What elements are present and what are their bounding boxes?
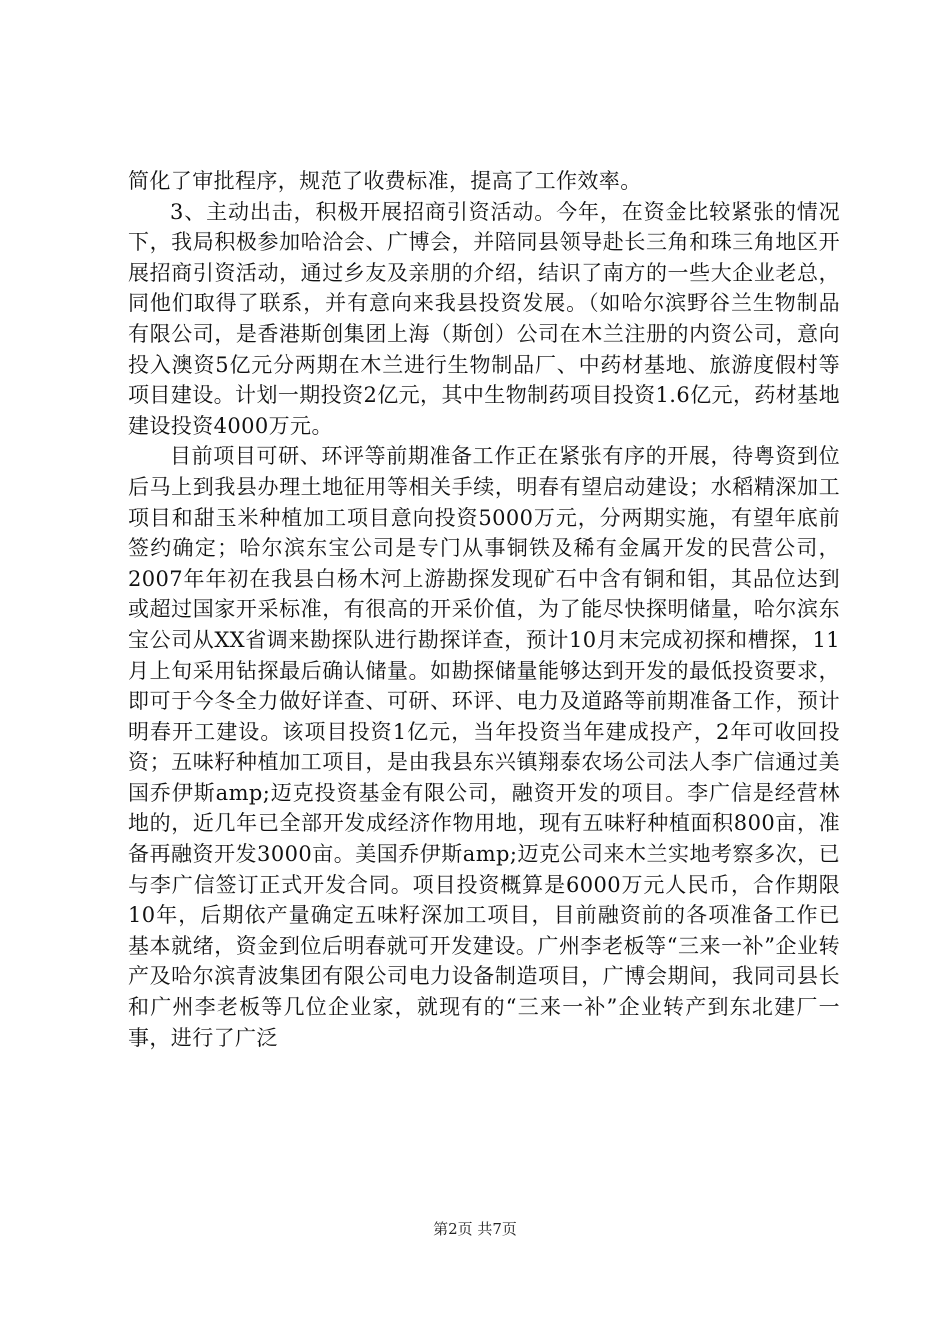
paragraph-continuation: 简化了审批程序，规范了收费标准，提高了工作效率。 — [128, 169, 642, 193]
paragraph-project-status: 目前项目可研、环评等前期准备工作正在紧张有序的开展，待粤资到位后马上到我县办理土地征用等相关手续，明春有望启动建设；水稻精深加工项目和甜玉米种植加工项目意向投资5000万元，分两期实施，有望年底前签约确定；哈尔滨东宝公司是专门从事铜铁及稀有金属开发的民营公司，2007年年初在我县白杨木河上游勘探发现矿石中含有铜和钼，其品位达到或超过国家开采标准，有很高的开采价值，为了能尽快探明储量，哈尔滨东宝公司从XX省调来勘探队进行勘探详查，预计10月末完成初探和槽探，11月上旬采用钻探最后确认储量。如勘探储量能够达到开发的最低投资要求，即可于今冬全力做好详查、可研、环评、电力及道路等前期准备工作，预计明春开工建设。该项目投资1亿元，当年投资当年建成投产，2年可收回投资；五味籽种植加工项目，是由我县东兴镇翔泰农场公司法人李广信通过美国乔伊斯amp;迈克投资基金有限公司，融资开发的项目。李广信是经营林地的，近几年已全部开发成经济作物用地，现有五味籽种植面积800亩，准备再融资开发3000亩。美国乔伊斯amp;迈克公司来木兰实地考察多次，已与李广信签订正式开发合同。项目投资概算是6000万元人民币，合作期限10年，后期依产量确定五味籽深加工项目，目前融资前的各项准备工作已基本就绪，资金到位后明春就可开发建设。广州李老板等“三来一补”企业转产及哈尔滨青波集团有限公司电力设备制造项目，广博会期间，我同司县长和广州李老板等几位企业家，就现有的“三来一补”企业转产到东北建厂一事，进行了广泛 — [128, 444, 840, 1050]
document-body — [128, 166, 840, 1053]
paragraph-investment-activities: 3、主动出击，积极开展招商引资活动。今年，在资金比较紧张的情况下，我局积极参加哈洽会、广博会，并陪同县领导赴长三角和珠三角地区开展招商引资活动，通过乡友及亲朋的介绍，结识了南方的一些大企业老总，同他们取得了联系，并有意向来我县投资发展。（如哈尔滨野谷兰生物制品有限公司，是香港斯创集团上海（斯创）公司在木兰注册的内资公司，意向投入澳资5亿元分两期在木兰进行生物制品厂、中药材基地、旅游度假村等项目建设。计划一期投资2亿元，其中生物制药项目投资1.6亿元，药材基地建设投资4000万元。 — [128, 199, 840, 438]
page-number-footer: 第2页 共7页 — [433, 1220, 517, 1238]
